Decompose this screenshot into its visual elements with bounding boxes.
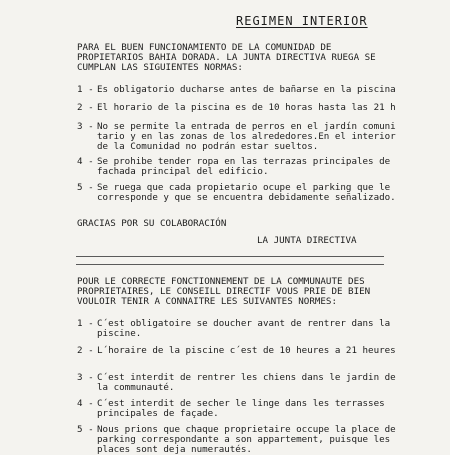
separator-line: [76, 256, 384, 257]
french-rule-number: 3 -: [77, 372, 94, 383]
spanish-rule-text: corresponde y que se encuentra debidamente señalizado.: [97, 192, 396, 203]
document-title: REGIMEN INTERIOR: [236, 14, 368, 28]
french-intro-line: VOULOIR TENIR A CONNAITRE LES SUIVANTES NORMES:: [77, 296, 337, 307]
spanish-rule-text: fachada principal del edificio.: [97, 166, 269, 177]
spanish-intro-line: PROPIETARIOS BAHIA DORADA. LA JUNTA DIRECTIVA RUEGA SE: [77, 52, 376, 63]
spanish-rule-text: de la Comunidad no podrán estar sueltos.: [97, 141, 319, 152]
french-rule-text: principales de façade.: [97, 408, 219, 419]
french-rule-text: parking correspondante a son appartement, puisque les: [97, 434, 391, 445]
spanish-rule-number: 1 -: [77, 84, 94, 95]
french-rule-text: C´est interdit de rentrer les chiens dans le jardin de: [97, 372, 396, 383]
spanish-rule-text: Se ruega que cada propietario ocupe el parking que le: [97, 182, 391, 193]
french-rule-number: 2 -: [77, 345, 94, 356]
french-rule-text: piscine.: [97, 328, 142, 339]
thanks-line: GRACIAS POR SU COLABORACIÓN: [77, 218, 227, 229]
french-rule-text: L´horaire de la piscine c´est de 10 heures a 21 heures: [97, 345, 396, 356]
french-rule-text: C´est interdit de secher le linge dans les terrasses: [97, 398, 385, 409]
signature-line: LA JUNTA DIRECTIVA: [257, 235, 357, 246]
spanish-rule-text: No se permite la entrada de perros en el jardín comuni: [97, 121, 396, 132]
spanish-rule-text: Es obligatorio ducharse antes de bañarse en la piscina: [97, 84, 396, 95]
spanish-rule-number: 3 -: [77, 121, 94, 132]
spanish-rule-text: Se prohibe tender ropa en las terrazas principales de: [97, 156, 391, 167]
spanish-rule-number: 4 -: [77, 156, 94, 167]
spanish-rule-text: tario y en las zonas de los alrededores.En el interior: [97, 131, 396, 142]
french-rule-number: 5 -: [77, 424, 94, 435]
spanish-rule-text: El horario de la piscina es de 10 horas hasta las 21 h: [97, 102, 396, 113]
separator-line: [76, 264, 384, 265]
spanish-rule-number: 5 -: [77, 182, 94, 193]
spanish-intro-line: CUMPLAN LAS SIGUIENTES NORMAS:: [77, 62, 243, 73]
french-rule-number: 1 -: [77, 318, 94, 329]
spanish-rule-number: 2 -: [77, 102, 94, 113]
french-rule-text: C´est obligatoire se doucher avant de rentrer dans la: [97, 318, 391, 329]
french-rule-text: Nous prions que chaque proprietaire occupe la place de: [97, 424, 396, 435]
french-rule-text: la communauté.: [97, 382, 175, 393]
french-rule-text: places sont deja numerautés.: [97, 444, 252, 455]
spanish-intro-line: PARA EL BUEN FUNCIONAMIENTO DE LA COMUNIDAD DE: [77, 42, 332, 53]
french-intro-line: POUR LE CORRECTE FONCTIONNEMENT DE LA COMMUNAUTE DES: [77, 276, 365, 287]
french-rule-number: 4 -: [77, 398, 94, 409]
french-intro-line: PROPRIETAIRES, LE CONSEILL DIRECTIF VOUS PRIE DE BIEN: [77, 286, 371, 297]
